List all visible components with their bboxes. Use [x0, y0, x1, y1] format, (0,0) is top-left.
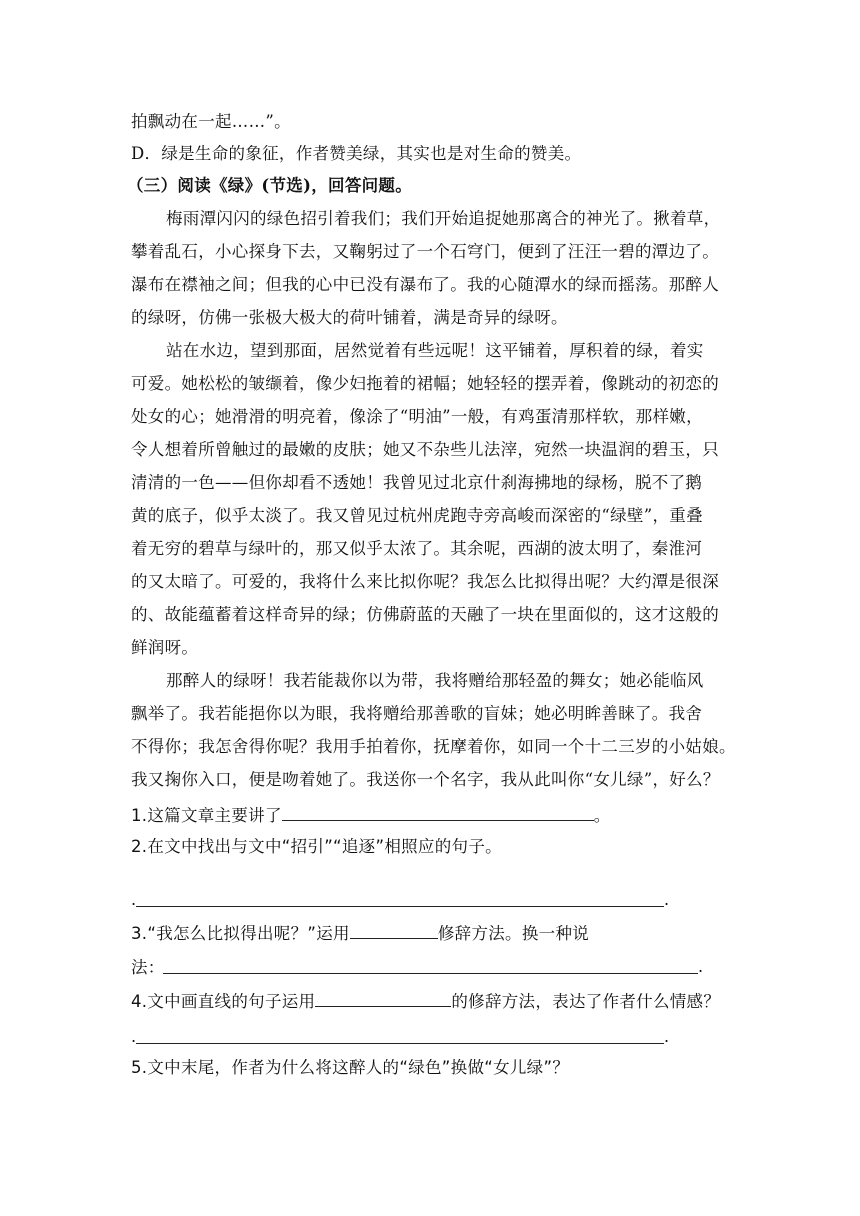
question-4-text-cont: 的修辞方法，表达了作者什么情感？: [451, 992, 721, 1011]
passage-line: 我又掬你入口，便是吻着她了。我送你一个名字，我从此叫你“女儿绿”，好么？: [131, 770, 720, 789]
passage-line: 攀着乱石，小心探身下去，又鞠躬过了一个石穹门，便到了汪汪一碧的潭边了。: [131, 242, 719, 261]
passage-line: 梅雨潭闪闪的绿色招引着我们；我们开始追捉她那离合的神光了。揪着草，: [166, 209, 721, 228]
passage-line: 的、故能蕴蓄着这样奇异的绿；仿佛蔚蓝的天融了一块在里面似的，这才这般的: [131, 605, 719, 624]
question-3-text-cont: 修辞方法。换一种说: [437, 924, 590, 943]
answer-line-2-start: .: [131, 890, 137, 909]
passage-line: 处女的心；她滑滑的明亮着，像涂了“明油”一般，有鸡蛋清那样软，那样嫩，: [131, 407, 703, 426]
passage-line: 可爱。她松松的皱缬着，像少妇拖着的裙幅；她轻轻的摆弄着，像跳动的初恋的: [131, 374, 719, 393]
question-3: [131, 920, 589, 946]
question-3-line-2: 法：: [131, 958, 165, 977]
answer-line-2[interactable]: [136, 905, 664, 907]
answer-blank-3[interactable]: [350, 920, 438, 939]
passage-line: 清清的一色——但你却看不透她！我曾见过北京什刹海拂地的绿杨，脱不了鹅: [131, 473, 703, 492]
answer-blank-1[interactable]: [282, 802, 594, 821]
answer-line-4[interactable]: [136, 1042, 664, 1044]
answer-line-3-end: .: [698, 957, 704, 976]
passage-line: 着无穷的碧草与绿叶的，那又似乎太浓了。其余呢，西湖的波太明了，秦淮河: [131, 539, 703, 558]
passage-line: 鲜润呀。: [131, 638, 199, 657]
option-d: D．绿是生命的象征，作者赞美绿，其实也是对生命的赞美。: [131, 144, 582, 163]
passage-line: 那醉人的绿呀！我若能裁你以为带，我将赠给那轻盈的舞女；她必能临风: [166, 671, 704, 690]
question-1: [131, 802, 611, 828]
answer-line-3[interactable]: [163, 972, 698, 974]
answer-line-2-end: .: [664, 890, 670, 909]
passage-line: 黄的底子，似乎太淡了。我又曾见过杭州虎跑寺旁高峻而深密的“绿壁”，重叠: [131, 506, 703, 525]
passage-line: 不得你；我怎舍得你呢？我用手拍着你，抚摩着你，如同一个十二三岁的小姑娘。: [131, 737, 736, 756]
passage-line: 站在水边，望到那面，居然觉着有些远呢！这平铺着，厚积着的绿，着实: [166, 341, 704, 360]
section-heading: （三）阅读《绿》(节选)，回答问题。: [127, 176, 413, 195]
answer-blank-4[interactable]: [315, 988, 451, 1007]
passage-line: 瀑布在襟袖之间；但我的心中已没有瀑布了。我的心随潭水的绿而摇荡。那醉人: [131, 275, 719, 294]
question-1-end: 。: [593, 806, 611, 825]
intro-line-1: 拍飘动在一起……”。: [131, 112, 291, 131]
question-2: 2.在文中找出与文中“招引”“追逐”相照应的句子。: [131, 837, 502, 856]
passage-line: 飘举了。我若能挹你以为眼，我将赠给那善歌的盲妹；她必明眸善睐了。我舍: [131, 704, 703, 723]
question-1-text: 1.这篇文章主要讲了: [131, 806, 282, 825]
question-5: 5.文中末尾，作者为什么将这醉人的“绿色”换做“女儿绿”？: [131, 1058, 570, 1077]
answer-line-4-start: .: [131, 1027, 137, 1046]
passage-line: 令人想着所曾触过的最嫩的皮肤；她又不杂些儿法滓，宛然一块温润的碧玉，只: [131, 440, 719, 459]
answer-line-4-end: .: [664, 1027, 670, 1046]
passage-line: 的绿呀，仿佛一张极大极大的荷叶铺着，满是奇异的绿呀。: [131, 308, 568, 327]
question-4: [131, 988, 720, 1014]
question-4-text: 4.文中画直线的句子运用: [131, 992, 316, 1011]
question-3-text: 3.“我怎么比拟得出呢？”运用: [131, 924, 350, 943]
passage-line: 的又太暗了。可爱的，我将什么来比拟你呢？我怎么比拟得出呢？大约潭是很深: [131, 572, 719, 591]
